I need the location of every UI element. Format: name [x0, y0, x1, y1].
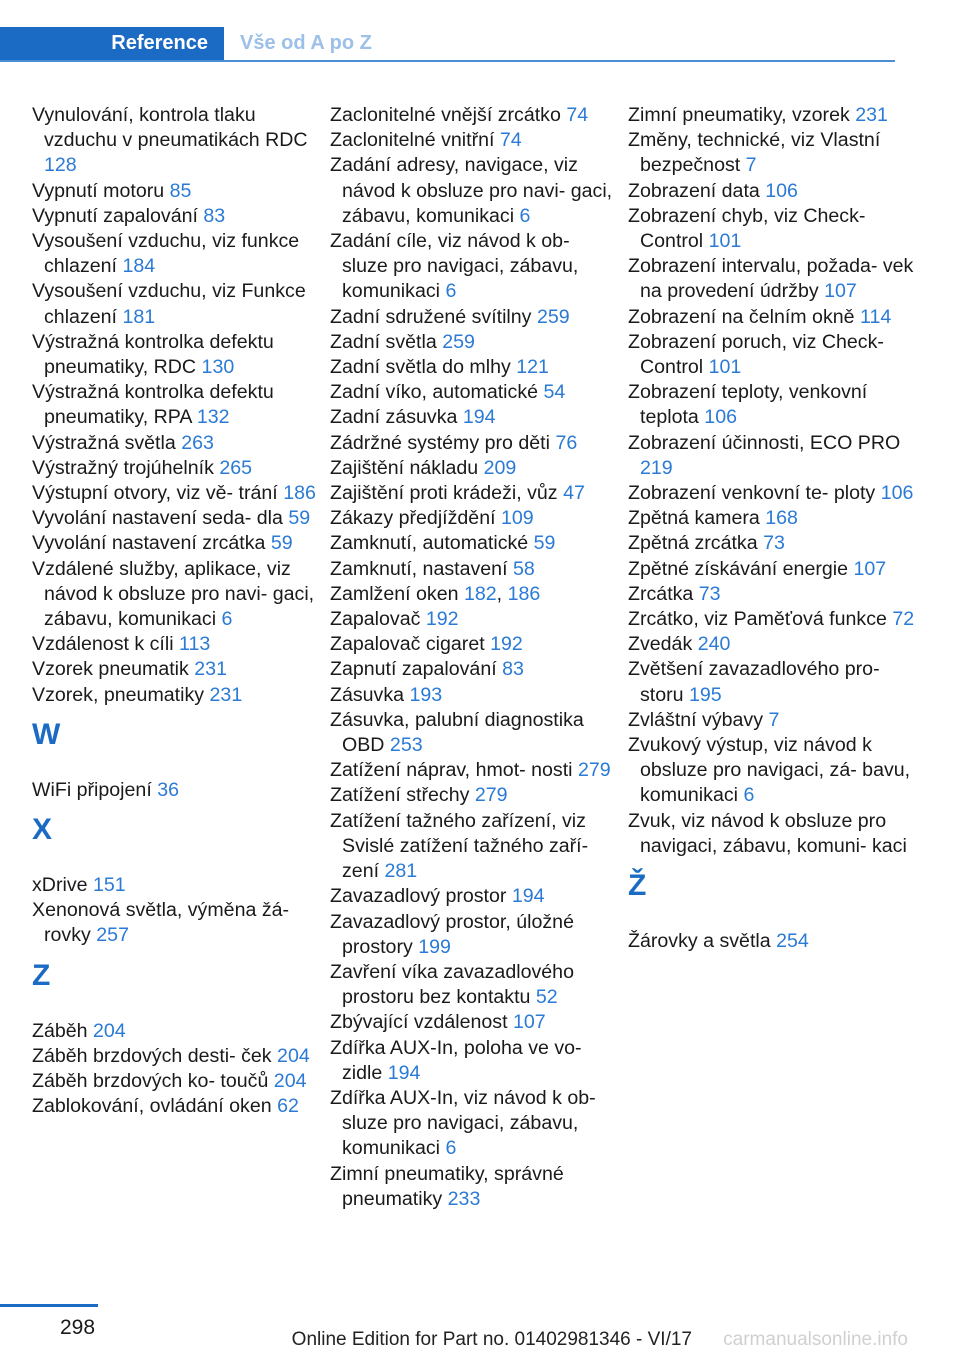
page-link[interactable]: 36 [157, 778, 180, 801]
tab-reference-label: Reference [111, 32, 208, 54]
index-column-2 [330, 103, 620, 1212]
index-entry-text: Zbývající vzdálenost [330, 1011, 508, 1034]
page-link[interactable]: 59 [533, 532, 556, 555]
page-link[interactable]: 194 [511, 885, 545, 908]
tab-reference[interactable] [0, 27, 224, 60]
index-entry [330, 910, 620, 960]
page-link[interactable]: 101 [708, 356, 742, 379]
index-entry-text: Zadní světla [330, 330, 437, 353]
index-entry [628, 204, 918, 254]
page-link[interactable]: 6 [519, 204, 531, 227]
page-link[interactable]: 6 [221, 608, 233, 631]
index-entry-text: Zimní pneumatiky, správné pneumatiky [330, 1162, 564, 1210]
index-entry-text: Zobrazení chyb, viz Check- Control [628, 204, 866, 253]
index-entry [330, 305, 620, 330]
index-entry-text: Zajištění nákladu [330, 456, 479, 479]
index-entry [32, 330, 322, 380]
page-link[interactable]: 109 [501, 507, 534, 530]
index-entry-text: Zatížení střechy [330, 784, 470, 807]
index-entry [628, 128, 918, 178]
index-entry [628, 708, 918, 733]
index-entry-text: Zádržné systémy pro děti [330, 431, 550, 454]
page-link[interactable]: 181 [122, 305, 156, 328]
index-column-3 [628, 103, 918, 954]
index-entry [330, 1036, 620, 1086]
page-link[interactable]: 72 [892, 608, 915, 631]
page-link[interactable]: 151 [92, 874, 126, 897]
index-entry: Zamlžení oken 182, 186 [330, 582, 541, 605]
page-link[interactable]: 132 [196, 406, 230, 429]
page-link[interactable]: 7 [745, 154, 757, 177]
index-entry-text: Zobrazení účinnosti, ECO PRO [628, 431, 901, 454]
index-entry [330, 431, 620, 456]
page-link[interactable]: 83 [502, 658, 524, 681]
index-entry-text: Zadní světla do mlhy [330, 356, 511, 379]
index-entry [628, 380, 918, 430]
index-entry-text: Zrcátko, viz Paměťová funkce [628, 608, 887, 631]
index-entry [330, 607, 620, 632]
index-entry-text: Zvuk, viz návod k obsluze pro navigaci, zábavu, komuni- kaci [628, 809, 907, 857]
index-entry [330, 683, 620, 708]
index-entry-text: Zpětná kamera [628, 507, 760, 530]
index-entry-text: Vypnutí motoru [32, 179, 165, 202]
index-entry [330, 456, 620, 481]
page-link[interactable]: 231 [209, 683, 243, 706]
page-link[interactable]: 259 [536, 305, 570, 328]
page-link[interactable]: 186 [507, 582, 541, 605]
index-entry [628, 103, 918, 128]
index-entry [32, 481, 322, 506]
index-entry [32, 1094, 322, 1119]
page-link[interactable]: 240 [697, 633, 731, 656]
index-entry-text: Zvedák [628, 633, 693, 656]
page-link[interactable]: 73 [763, 532, 785, 555]
page-link[interactable]: 74 [499, 129, 522, 152]
page-link[interactable]: 107 [512, 1011, 546, 1034]
index-entry [330, 405, 620, 430]
index-entry [330, 783, 620, 808]
index-entry-text: WiFi připojení [32, 778, 152, 801]
page-link[interactable]: 263 [181, 431, 214, 454]
index-entry [628, 657, 918, 707]
index-entry [32, 898, 322, 948]
index-entry-text: Zaclonitelné vnitřní [330, 129, 495, 152]
page-link[interactable]: 113 [179, 633, 211, 656]
index-entry-text: Zvláštní výbavy [628, 708, 764, 731]
index-entry [330, 128, 620, 153]
page-link[interactable]: 204 [93, 1019, 126, 1042]
index-entry [628, 506, 918, 531]
page-link[interactable]: 184 [122, 255, 156, 278]
page-link[interactable]: 253 [389, 734, 423, 757]
index-entry [330, 1162, 620, 1212]
page-link[interactable]: 265 [219, 456, 253, 479]
page-link[interactable]: 58 [512, 557, 535, 580]
index-entry-text: Zimní pneumatiky, vzorek [628, 104, 850, 126]
index-entry-text: Zobrazení poruch, viz Check- Control [628, 330, 884, 379]
index-entry [32, 531, 322, 556]
index-entry-text: Zavazadlový prostor [330, 885, 507, 908]
index-entry [628, 531, 918, 556]
index-entry-text: Výstražný trojúhelník [32, 456, 214, 479]
index-letter-heading: Ž [628, 869, 647, 903]
index-entry-text: Zadní zásuvka [330, 406, 458, 429]
index-entry-text: Výstražná kontrolka defektu pneumatiky, RDC [32, 330, 274, 379]
index-entry [32, 431, 322, 456]
index-entry-text: Výstražná kontrolka defektu pneumatiky, RPA [32, 381, 274, 429]
page-link[interactable]: 192 [490, 633, 523, 656]
index-entry [330, 330, 620, 355]
index-entry-text: Zdířka AUX-In, poloha ve vo- zidle [330, 1036, 582, 1084]
index-entry-text: Vyvolání nastavení seda- dla [32, 507, 283, 530]
index-entry [32, 456, 322, 481]
page-link[interactable]: 54 [543, 381, 566, 404]
index-entry [32, 1069, 322, 1094]
page-link[interactable]: 85 [169, 179, 192, 202]
page-link[interactable]: 195 [689, 683, 722, 706]
index-entry [32, 506, 322, 531]
page-link[interactable]: 130 [201, 356, 235, 379]
index-entry-text: Zdířka AUX-In, viz návod k ob- sluze pro navigaci, zábavu, komunikaci [330, 1086, 596, 1160]
index-entry [628, 557, 918, 582]
page-link[interactable]: 257 [96, 924, 129, 947]
page-link[interactable]: 199 [418, 935, 451, 958]
index-entry-text: Zadní sdružené svítilny [330, 305, 532, 328]
index-entry [32, 279, 322, 329]
index-entry [330, 758, 620, 783]
index-entry [330, 960, 620, 1010]
index-entry-text: Zpětná zrcátka [628, 532, 758, 555]
page-link[interactable]: 219 [640, 456, 673, 479]
index-entry [330, 809, 620, 885]
index-entry [32, 657, 322, 682]
page-link[interactable]: 106 [765, 179, 798, 202]
index-entry-text: Zatížení náprav, hmot- nosti [330, 759, 573, 782]
index-entry-text: Zapalovač [330, 608, 421, 631]
index-entry [32, 632, 322, 657]
page-link[interactable]: 59 [288, 507, 311, 530]
index-entry-text: Zajištění proti krádeži, vůz [330, 482, 558, 505]
index-entry [32, 557, 322, 633]
index-entry [628, 431, 918, 481]
index-entry-text: Zapalovač cigaret [330, 633, 485, 656]
page-link[interactable]: 73 [698, 582, 721, 605]
page-link[interactable]: 192 [425, 608, 459, 631]
index-entry-text: Zablokování, ovládání oken [32, 1095, 272, 1118]
index-entry [628, 582, 918, 607]
index-entry-text: Zamlžení oken [330, 582, 459, 605]
index-entry-text: Zadání adresy, navigace, viz návod k obsluze pro navi- gaci, zábavu, komunikaci [330, 154, 613, 227]
page-link[interactable]: 194 [387, 1061, 421, 1084]
index-entry-text: Zamknutí, automatické [330, 532, 529, 555]
index-entry [628, 330, 918, 380]
index-entry-text: Zavření víka zavazadlového prostoru bez kontaktu [330, 960, 574, 1009]
index-entry-text: Zásuvka, palubní diagnostika OBD [330, 708, 584, 757]
index-entry [330, 481, 620, 506]
watermark: carmanualsonline.info [723, 1329, 908, 1350]
index-entry [32, 229, 322, 279]
index-column-1 [32, 103, 322, 1120]
index-letter-heading: Z [32, 958, 51, 992]
index-entry-text: Záběh brzdových ko- toučů [32, 1070, 269, 1093]
page-link[interactable]: 101 [708, 230, 742, 253]
index-entry [628, 254, 918, 304]
index-entry [330, 708, 620, 758]
page-link[interactable]: 254 [776, 930, 809, 953]
index-entry [628, 632, 918, 657]
page-link[interactable]: 279 [577, 759, 611, 782]
index-entry-text: Zadní víko, automatické [330, 381, 539, 404]
index-entry [628, 607, 918, 632]
index-entry-text: Vzorek, pneumatiky [32, 683, 205, 706]
index-entry-text: Vzorek pneumatik [32, 658, 189, 681]
page-link[interactable]: 233 [447, 1187, 481, 1210]
index-entry [330, 657, 620, 682]
index-entry [32, 103, 322, 179]
index-entry-text: Zpětné získávání energie [628, 557, 849, 580]
page-link[interactable]: 107 [853, 557, 887, 580]
index-entry-text: Zobrazení data [628, 179, 760, 202]
index-entry-text: Vysoušení vzduchu, viz funkce chlazení [32, 230, 300, 278]
header-rule [0, 60, 895, 62]
index-entry [32, 683, 322, 708]
tab-index-label: Vše od A po Z [240, 32, 372, 54]
index-entry-text: Zaclonitelné vnější zrcátko [330, 104, 561, 126]
index-entry-text: Výstražná světla [32, 431, 176, 454]
page-link[interactable]: 231 [855, 104, 888, 126]
edition-note: Online Edition for Part no. 01402981346 - VI/17 [291, 1329, 692, 1350]
index-entry-text: Zvětšení zavazadlového pro- storu [628, 658, 880, 706]
page-link[interactable]: 59 [270, 532, 293, 555]
page-link[interactable]: 106 [880, 482, 914, 505]
index-entry [32, 778, 322, 803]
page-link[interactable]: 209 [483, 456, 517, 479]
index-entry [628, 305, 918, 330]
index-entry [32, 873, 322, 898]
index-entry [32, 380, 322, 430]
page-link[interactable]: 128 [44, 154, 77, 177]
page-link[interactable]: 6 [743, 784, 755, 807]
index-entry-text: Vynulování, kontrola tlaku vzduchu v pneumatikách RDC [32, 104, 308, 152]
index-entry [330, 380, 620, 405]
index-entry [330, 103, 620, 128]
page-link[interactable]: 106 [704, 406, 737, 429]
page-link[interactable]: 168 [765, 507, 798, 530]
index-entry [330, 153, 620, 229]
index-entry-text: Zvukový výstup, viz návod k obsluze pro navigaci, zá- bavu, komunikaci [628, 734, 911, 807]
index-entry-text: Zapnutí zapalování [330, 658, 497, 681]
index-entry [628, 809, 918, 859]
index-entry [330, 632, 620, 657]
index-entry [628, 929, 918, 954]
index-entry-text: xDrive [32, 874, 88, 897]
index-entry-text: Zobrazení teploty, venkovní teplota [628, 381, 868, 429]
index-entry [32, 1044, 322, 1069]
index-entry [330, 506, 620, 531]
page-link[interactable]: 6 [445, 280, 457, 303]
page-link[interactable]: 182 [463, 582, 497, 605]
index-entry-text: Žárovky a světla [628, 930, 771, 953]
index-entry-text: Výstupní otvory, viz vě- trání [32, 482, 278, 505]
page-link[interactable]: 6 [445, 1137, 457, 1160]
page-link[interactable]: 7 [768, 708, 780, 731]
index-entry [330, 229, 620, 305]
index-entry-text: Vyvolání nastavení zrcátka [32, 532, 266, 555]
index-entry-text: Zrcátka [628, 582, 694, 605]
page-link[interactable]: 52 [535, 986, 558, 1009]
page-link[interactable]: 194 [462, 406, 496, 429]
index-entry [32, 204, 322, 229]
index-entry-text: Vzdálenost k cíli [32, 633, 174, 656]
index-entry-text: Vysoušení vzduchu, viz Funkce chlazení [32, 280, 306, 328]
index-entry [330, 1010, 620, 1035]
index-entry [330, 557, 620, 582]
index-entry-text: Xenonová světla, výměna žá- rovky [32, 899, 290, 947]
index-entry [628, 179, 918, 204]
page-number: 298 [60, 1316, 96, 1339]
page-link[interactable]: 259 [442, 330, 475, 353]
page-link[interactable]: 62 [277, 1095, 299, 1118]
page-link[interactable]: 47 [563, 482, 585, 505]
index-entry [330, 884, 620, 909]
tab-index-a-z[interactable] [240, 27, 372, 60]
page-link[interactable]: 204 [277, 1044, 310, 1067]
index-entry [628, 481, 918, 506]
header-tab-bar [0, 27, 895, 62]
index-entry-text: Zákazy předjíždění [330, 507, 496, 530]
index-entry-text: Zobrazení na čelním okně [628, 305, 855, 328]
index-entry [32, 179, 322, 204]
page-link[interactable]: 281 [384, 860, 418, 883]
index-entry [330, 531, 620, 556]
index-entry [330, 355, 620, 380]
page-link[interactable]: 186 [283, 482, 316, 505]
index-entry [32, 1019, 322, 1044]
index-entry [330, 1086, 620, 1162]
page-link[interactable]: 114 [860, 305, 892, 328]
page-link[interactable]: 279 [474, 784, 508, 807]
index-letter-heading: W [32, 717, 61, 751]
index-entry-text: Zatížení tažného zařízení, viz Svislé zatížení tažného zaří- zení [330, 809, 589, 883]
page-link[interactable]: 76 [555, 431, 578, 454]
page-link[interactable]: 74 [566, 104, 589, 126]
index-entry-text: Zadání cíle, viz návod k ob- sluze pro navigaci, zábavu, komunikaci [330, 230, 579, 303]
page-link[interactable]: 107 [824, 280, 857, 303]
page-link[interactable]: 121 [516, 356, 549, 379]
index-entry-text: Zásuvka [330, 683, 405, 706]
index-entry-text: Záběh [32, 1019, 88, 1042]
page-link[interactable]: 193 [409, 683, 443, 706]
index-entry-text: Zobrazení venkovní te- ploty [628, 482, 876, 505]
index-entry-text: Zobrazení intervalu, požada- vek na provedení údržby [628, 255, 914, 303]
index-entry-text: Zavazadlový prostor, úložné prostory [330, 910, 574, 958]
index-letter-heading: X [32, 813, 53, 847]
page-link[interactable]: 83 [203, 204, 226, 227]
page-link[interactable]: 204 [273, 1070, 307, 1093]
index-entry-text: Vzdálené služby, aplikace, viz návod k obsluze pro navi- gaci, zábavu, komunikaci [32, 557, 315, 631]
page-link[interactable]: 231 [194, 658, 227, 681]
index-entry-text: Změny, technické, viz Vlastní bezpečnost [628, 129, 881, 177]
index-entry [628, 733, 918, 809]
footer-rule [0, 1304, 98, 1307]
index-entry-text: Záběh brzdových desti- ček [32, 1044, 272, 1067]
index-entry-text: Zamknutí, nastavení [330, 557, 508, 580]
index-entry-text: Vypnutí zapalování [32, 204, 198, 227]
